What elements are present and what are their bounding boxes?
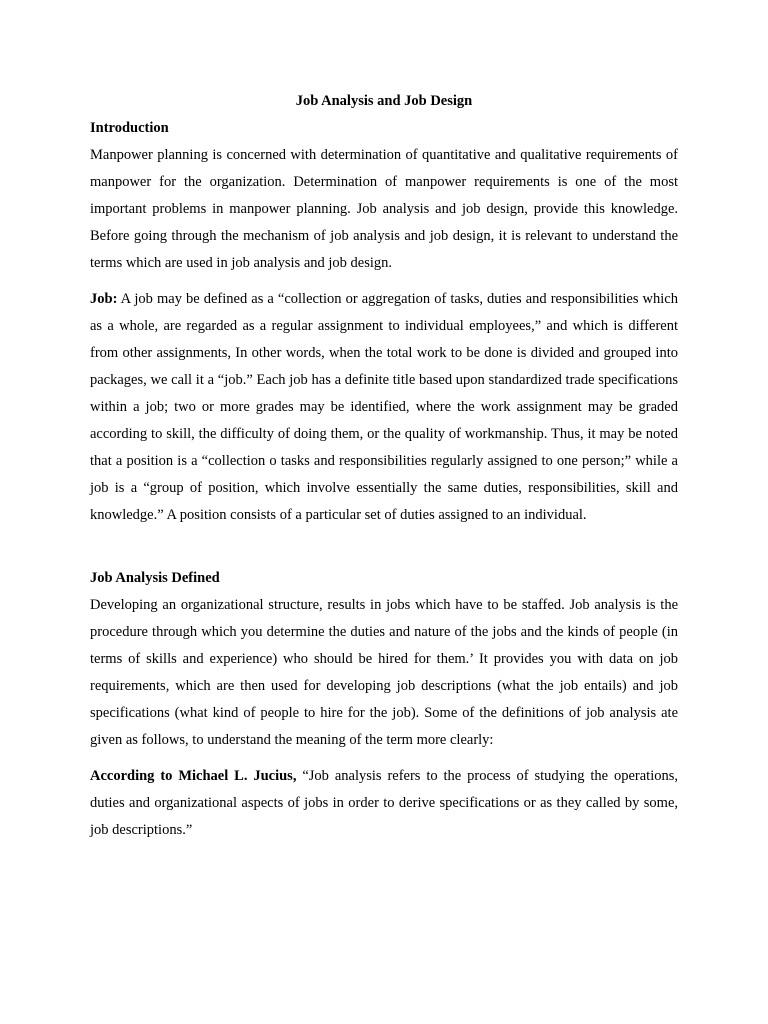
jucius-definition-lead: According to Michael L. Jucius,: [90, 768, 297, 784]
introduction-paragraph: Manpower planning is concerned with determination of quantitative and qualitative requirements of manpower for the organization. Determination of manpower requirements is one of the most important problems in manpower planning. Job analysis and job design, provide this knowledge. Before going through the mechanism of job analysis and job design, it is relevant to understand the terms which are used in job analysis and job design.: [90, 147, 678, 271]
jucius-definition-paragraph: [90, 763, 678, 844]
spacer: [90, 277, 678, 286]
introduction-heading: Introduction: [90, 120, 169, 136]
document-title: Job Analysis and Job Design: [295, 93, 473, 109]
job-definition-paragraph: [90, 286, 678, 529]
jucius-definition-text: “Job analysis refers to the process of studying the operations, duties and organizational aspects of jobs in order to derive specifications or as they called by some, job descriptions.”: [90, 768, 678, 838]
job-analysis-defined-heading: Job Analysis Defined: [90, 570, 220, 586]
spacer: [90, 529, 678, 565]
job-analysis-defined-paragraph: Developing an organizational structure, results in jobs which have to be staffed. Job analysis is the procedure through which you determine the duties and nature of the jobs and the kinds of people (in terms of skills and experience) who should be hired for them.’ It provides you with data on job requirements, which are then used for developing job descriptions (what the job entails) and job specifications (what kind of people to hire for the job). Some of the definitions of job analysis ate given as follows, to understand the meaning of the term more clearly:: [90, 597, 678, 748]
spacer: [90, 754, 678, 763]
job-definition-lead: Job:: [90, 291, 118, 307]
job-definition-text: A job may be defined as a “collection or aggregation of tasks, duties and responsibilities which as a whole, are regarded as a regular assignment to individual employees,” and which is different from other assignments, In other words, when the total work to be done is divided and grouped into packages, we call it a “job.” Each job has a definite title based upon standardized trade specifications within a job; two or more grades may be identified, where the work assignment may be graded according to skill, the difficulty of doing them, or the quality of workmanship. Thus, it may be noted that a position is a “collection o tasks and responsibilities regularly assigned to one person;” while a job is a “group of position, which involve essentially the same duties, responsibilities, skill and knowledge.” A position consists of a particular set of duties assigned to an individual.: [90, 291, 678, 523]
